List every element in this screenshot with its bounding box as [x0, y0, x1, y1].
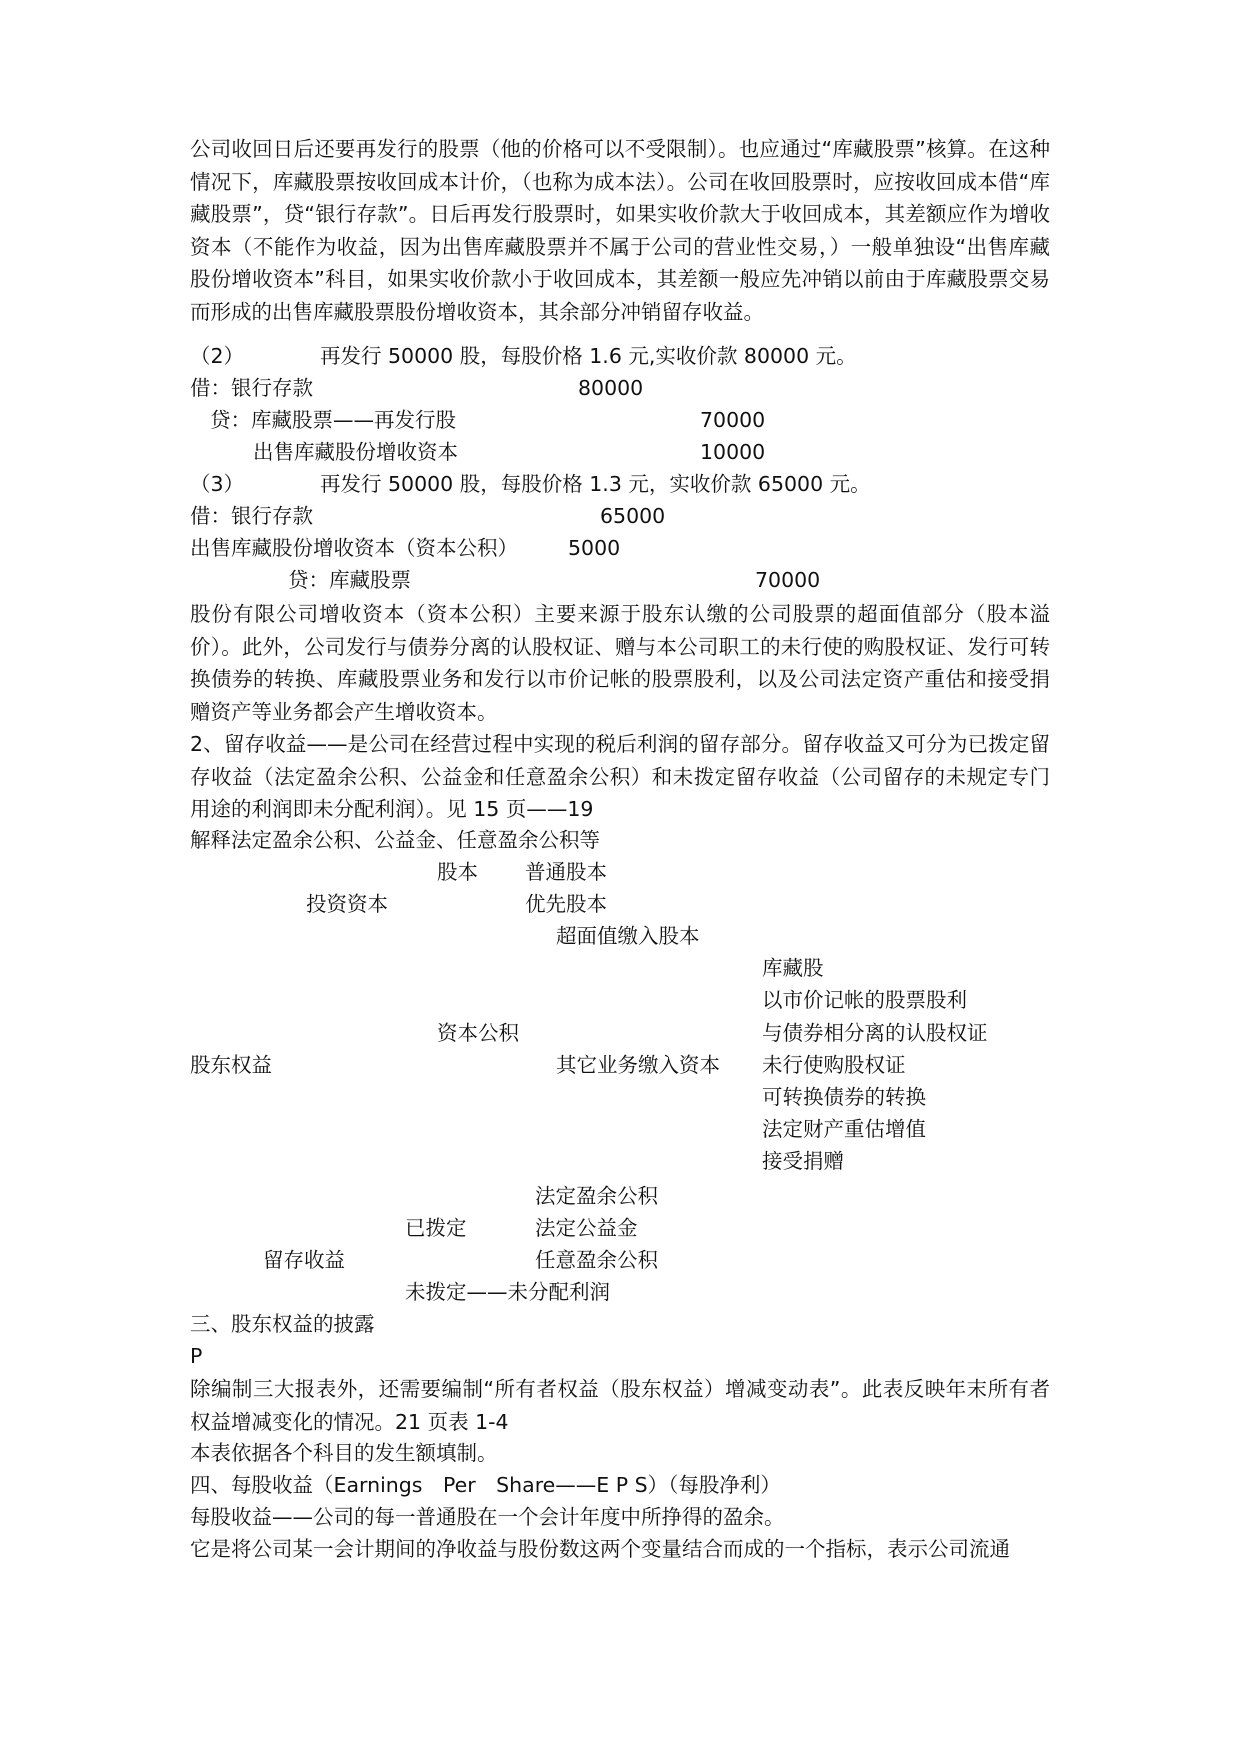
tree-discretionary-surplus: 任意盈余公积	[535, 1248, 658, 1272]
tree-retained-earnings: 留存收益	[263, 1248, 345, 1272]
section-4-heading: 四、每股收益（Earnings Per Share——E P S）（每股净利）	[190, 1473, 781, 1497]
tree-convertible-bonds: 可转换债券的转换	[762, 1085, 926, 1109]
tree-common-stock: 普通股本	[525, 860, 607, 884]
tree-capital-reserve: 资本公积	[437, 1021, 519, 1045]
entry-2-credit2-amount: 10000	[700, 440, 766, 464]
entry-2-credit-amount: 70000	[700, 408, 766, 432]
paragraph-capital-surplus-sources: 股份有限公司增收资本（资本公积）主要来源于股东认缴的公司股票的超面值部分（股本溢价）。此外，公司发行与债券分离的认股权证、赠与本公司职工的未行使的购股权证、发行可转换债券的转换、库藏股票业务和发行以市价记帐的股票股利，以及公司法定资产重估和接受捐赠资产等业务都会产生增收资本。	[190, 602, 1050, 724]
paragraph-equity-statement: 除编制三大报表外，还需要编制“所有者权益（股东权益）增减变动表”。此表反映年末所有者权益增减变化的情况。21 页表 1-4	[190, 1377, 1050, 1434]
entry-3-debit-label: 借：银行存款	[190, 504, 313, 528]
tree-stock-dividend-market: 以市价记帐的股票股利	[762, 988, 967, 1012]
entry-2-debit-amount: 80000	[578, 376, 644, 400]
section-3-heading: 三、股东权益的披露	[190, 1312, 375, 1336]
tree-paid-in-excess-par: 超面值缴入股本	[556, 924, 700, 948]
tree-asset-revaluation: 法定财产重估增值	[762, 1117, 926, 1141]
entry-2-credit2-label: 出售库藏股份增收资本	[253, 440, 458, 464]
tree-share-capital: 股本	[437, 860, 478, 884]
tree-appropriated: 已拨定	[405, 1216, 467, 1240]
entry-3-description: 再发行 50000 股，每股价格 1.3 元，实收价款 65000 元。	[320, 472, 871, 496]
tree-treasury-stock: 库藏股	[762, 956, 824, 980]
line-explain-reserves: 解释法定盈余公积、公益金、任意盈余公积等	[190, 828, 600, 852]
entry-3-credit-amount: 70000	[755, 568, 821, 592]
entry-3-number: （3）	[190, 472, 245, 496]
paragraph-retained-earnings: 2、留存收益——是公司在经营过程中实现的税后利润的留存部分。留存收益又可分为已拨定留存收益（法定盈余公积、公益金和任意盈余公积）和未拨定留存收益（公司留存的未规定专门用途的利润即未分配利润）。见 15 页——19	[190, 732, 1050, 821]
line-eps-definition: 每股收益——公司的每一普通股在一个会计年度中所挣得的盈余。	[190, 1505, 785, 1529]
tree-shareholders-equity: 股东权益	[190, 1053, 272, 1077]
page-ref-p: P	[190, 1344, 203, 1368]
tree-preferred-stock: 优先股本	[525, 892, 607, 916]
tree-unappropriated: 未拨定——未分配利润	[405, 1280, 610, 1304]
line-fill-basis: 本表依据各个科目的发生额填制。	[190, 1441, 498, 1465]
tree-public-welfare: 法定公益金	[535, 1216, 638, 1240]
tree-donations: 接受捐赠	[762, 1149, 844, 1173]
line-eps-explanation: 它是将公司某一会计期间的净收益与股份数这两个变量结合而成的一个指标，表示公司流通	[190, 1537, 1010, 1561]
entry-2-number: （2）	[190, 344, 245, 368]
entry-3-debit2-label: 出售库藏股份增收资本（资本公积）	[190, 536, 518, 560]
entry-3-credit-label: 贷：库藏股票	[288, 568, 411, 592]
entry-3-debit2-amount: 5000	[568, 536, 621, 560]
entry-2-credit-label: 贷：库藏股票——再发行股	[210, 408, 456, 432]
tree-other-paid-in-capital: 其它业务缴入资本	[556, 1053, 720, 1077]
tree-invested-capital: 投资资本	[306, 892, 388, 916]
entry-3-debit-amount: 65000	[600, 504, 666, 528]
tree-legal-surplus: 法定盈余公积	[535, 1184, 658, 1208]
entry-2-description: 再发行 50000 股，每股价格 1.6 元,实收价款 80000 元。	[320, 344, 857, 368]
paragraph-treasury-stock: 公司收回日后还要再发行的股票（他的价格可以不受限制）。也应通过“库藏股票”核算。在这种情况下，库藏股票按收回成本计价，（也称为成本法）。公司在收回股票时，应按收回成本借“库藏股票”，贷“银行存款”。日后再发行股票时，如果实收价款大于收回成本，其差额应作为增收资本（不能作为收益，因为出售库藏股票并不属于公司的营业性交易，）一般单独设“出售库藏股份增收资本”科目，如果实收价款小于收回成本，其差额一般应先冲销以前由于库藏股票交易而形成的出售库藏股票股份增收资本，其余部分冲销留存收益。	[190, 137, 1050, 324]
tree-detachable-warrants: 与债券相分离的认股权证	[762, 1021, 988, 1045]
tree-unexercised-options: 未行使购股权证	[762, 1053, 906, 1077]
entry-2-debit-label: 借：银行存款	[190, 376, 313, 400]
